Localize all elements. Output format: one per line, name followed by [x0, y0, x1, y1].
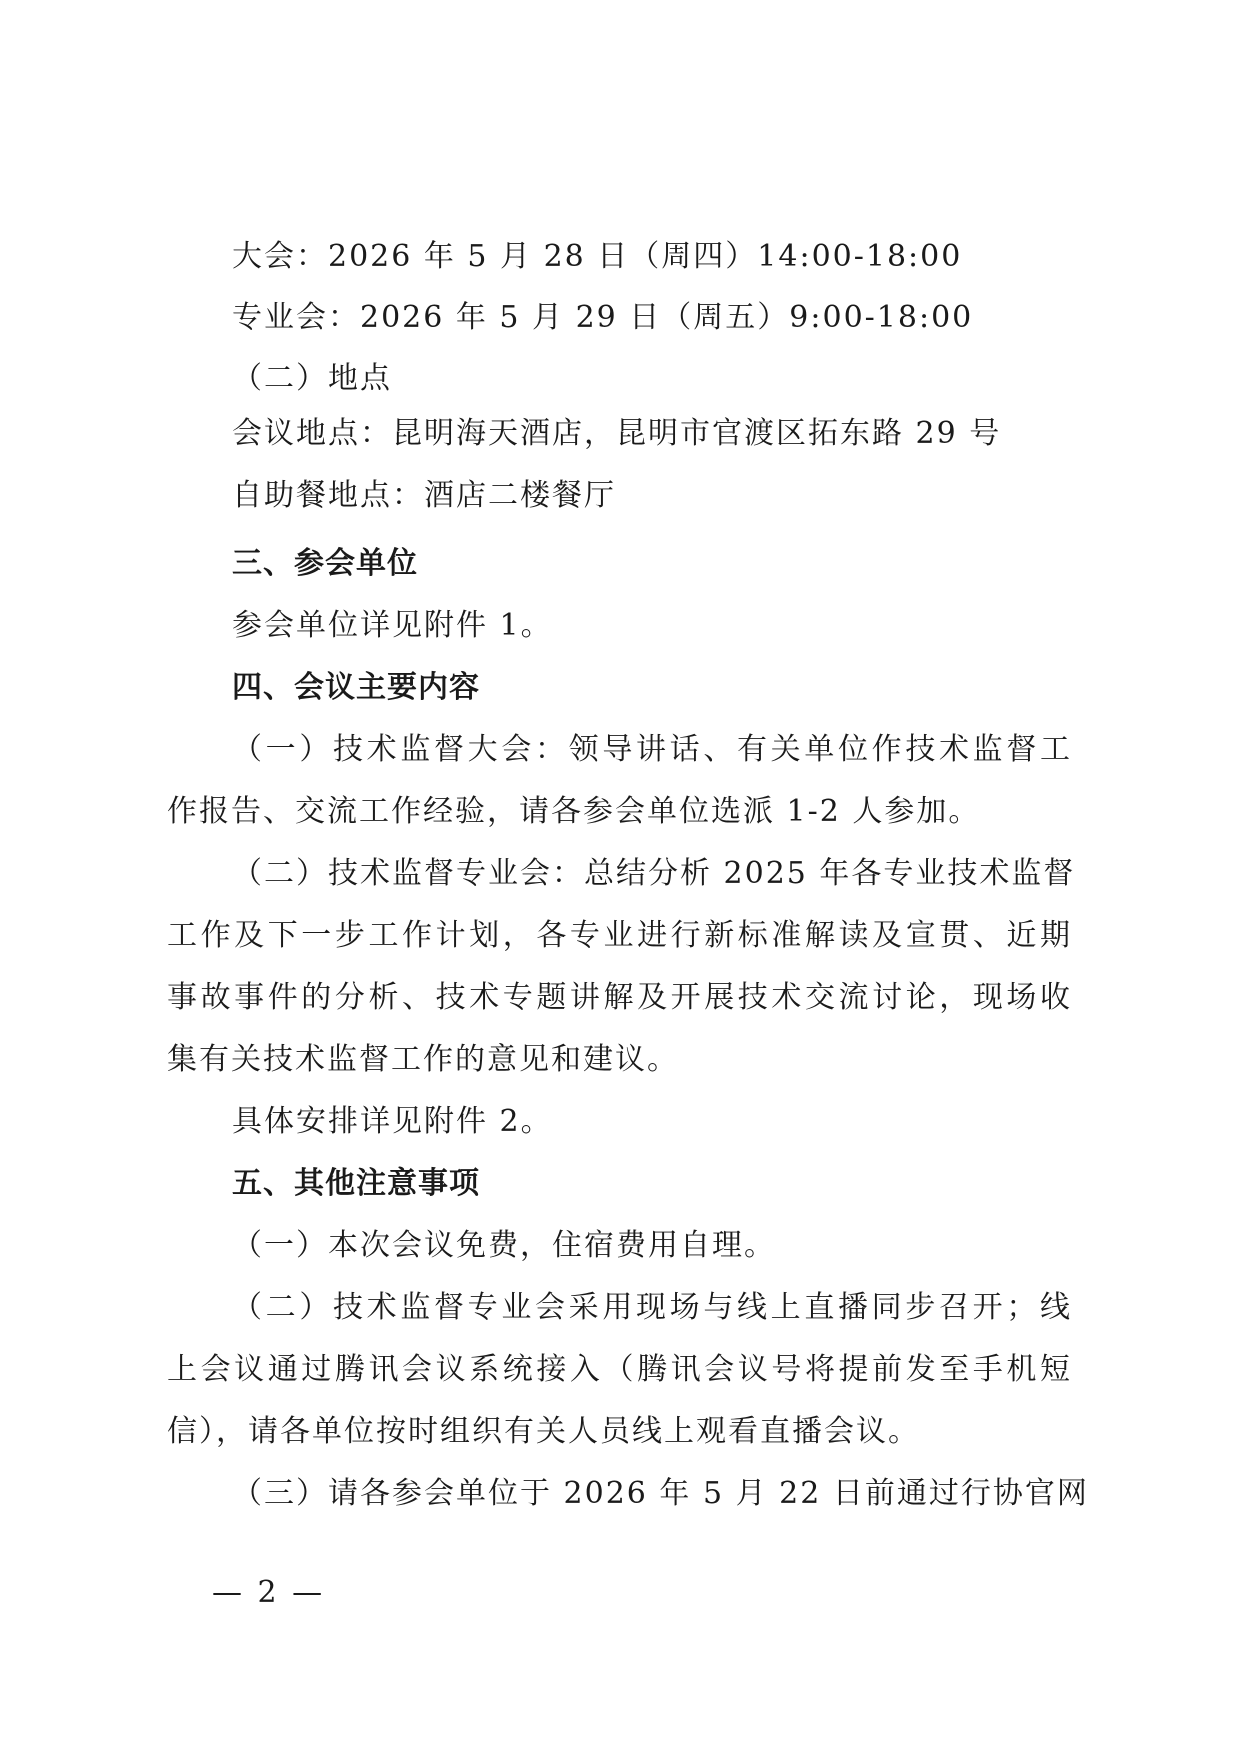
- content-paragraph-2-line-4: 集有关技术监督工作的意见和建议。: [167, 1042, 679, 1077]
- meeting-venue-line: 会议地点：昆明海天酒店，昆明市官渡区拓东路 29 号: [232, 416, 1002, 451]
- content-paragraph-2-line-2: 工作及下一步工作计划，各专业进行新标准解读及宣贯、近期: [167, 918, 1072, 953]
- notes-item-3-line-1: （三）请各参会单位于 2026 年 5 月 22 日前通过行协官网: [232, 1476, 1089, 1511]
- section-heading-notes: 五、其他注意事项: [232, 1166, 480, 1201]
- location-subheading: （二）地点: [232, 361, 392, 396]
- section-heading-content: 四、会议主要内容: [232, 670, 480, 705]
- conference-time-line: 大会：2026 年 5 月 28 日（周四）14:00-18:00: [232, 239, 963, 274]
- page-number: — 2 —: [212, 1575, 326, 1610]
- section-heading-participants: 三、参会单位: [232, 546, 418, 581]
- content-paragraph-1-line-2: 作报告、交流工作经验，请各参会单位选派 1-2 人参加。: [167, 794, 981, 829]
- content-paragraph-2-line-3: 事故事件的分析、技术专题讲解及开展技术交流讨论，现场收: [167, 980, 1072, 1015]
- notes-item-2-line-1: （二）技术监督专业会采用现场与线上直播同步召开；线: [232, 1290, 1072, 1325]
- notes-item-2-line-3: 信），请各单位按时组织有关人员线上观看直播会议。: [167, 1414, 920, 1449]
- content-paragraph-1-line-1: （一）技术监督大会：领导讲话、有关单位作技术监督工: [232, 732, 1072, 767]
- schedule-reference-paragraph: 具体安排详见附件 2。: [232, 1104, 553, 1139]
- notes-item-2-line-2: 上会议通过腾讯会议系统接入（腾讯会议号将提前发至手机短: [167, 1352, 1072, 1387]
- participants-paragraph: 参会单位详见附件 1。: [232, 608, 553, 643]
- buffet-venue-line: 自助餐地点：酒店二楼餐厅: [232, 478, 616, 513]
- specialty-meeting-time-line: 专业会：2026 年 5 月 29 日（周五）9:00-18:00: [232, 300, 974, 335]
- content-paragraph-2-line-1: （二）技术监督专业会：总结分析 2025 年各专业技术监督: [232, 856, 1076, 891]
- notes-item-1: （一）本次会议免费，住宿费用自理。: [232, 1228, 776, 1263]
